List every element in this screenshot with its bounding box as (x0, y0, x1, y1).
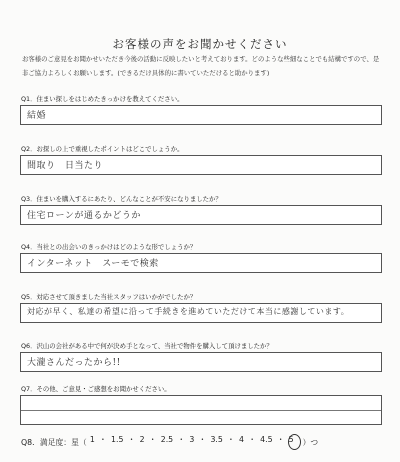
answer-5-text: 対応が早く、私達の希望に沿って手続きを進めていただけて本当に感謝しています。 (27, 307, 350, 316)
answer-1-text: 結婚 (27, 111, 47, 121)
satisfaction-separator: ・ (276, 435, 285, 444)
answer-6-box (20, 352, 382, 372)
answer-5-box (20, 303, 382, 323)
satisfaction-option: 1 (89, 435, 95, 444)
answer-4-text: インターネット スーモで検索 (27, 259, 159, 269)
answer-2-text: 間取り 日当たり (27, 161, 104, 171)
satisfaction-option: 3.5 (210, 435, 223, 444)
satisfaction-option: 4 (239, 435, 244, 444)
question-6-label: Q6．沢山の会社がある中で何が決め手となって、当社で物件を購入して頂けましたか？ (21, 342, 273, 350)
satisfaction-label: Q8．満足度：星（ (21, 437, 87, 447)
question-4-label: Q4．当社との出会いのきっかけはどのような形でしょうか？ (21, 243, 197, 251)
satisfaction-option: 2 (139, 435, 145, 444)
satisfaction-option: 1.5 (111, 435, 124, 444)
satisfaction-options (87, 434, 303, 450)
satisfaction-separator: ・ (127, 435, 136, 444)
satisfaction-option: 3 (189, 435, 195, 444)
question-7-label: Q7．その他、ご意見・ご感想をお聞かせください。 (21, 385, 171, 393)
satisfaction-suffix: ）つ (302, 437, 319, 447)
satisfaction-option: 4.5 (260, 435, 273, 444)
satisfaction-separator: ・ (177, 435, 186, 444)
question-1-label: Q1．住まい探しをはじめたきっかけを教えてください。 (21, 95, 184, 103)
satisfaction-option-selected: 5 (288, 434, 301, 450)
answer-1-box (20, 105, 382, 125)
question-5-label: Q5．対応させて頂きました当社スタッフはいかがでしたか？ (21, 293, 197, 301)
question-2-label: Q2．お探しの上で重視したポイントはどこでしょうか。 (21, 145, 184, 153)
answer-3-box (20, 205, 382, 225)
satisfaction-separator: ・ (148, 435, 157, 444)
page-title: お客様の声をお聞かせください (112, 37, 288, 51)
satisfaction-separator: ・ (248, 435, 256, 444)
answer-7-box (20, 395, 382, 425)
intro-text: お客様のご意見をお聞かせいただき今後の活動に反映したいと考えております。どのような些細なことでも結構ですので、是非ご協力よろしくお願いします。(できるだけ具体的に書いていただけると助かります) (22, 55, 380, 77)
satisfaction-option: 2.5 (160, 435, 174, 444)
answer-6-text: 大瀧さんだったから!! (27, 358, 121, 368)
satisfaction-separator: ・ (227, 435, 235, 444)
answer-4-box (20, 253, 382, 273)
answer-3-text: 住宅ローンが通るかどうか (27, 211, 141, 221)
satisfaction-separator: ・ (99, 435, 107, 444)
satisfaction-separator: ・ (198, 435, 207, 444)
satisfaction-row (21, 434, 318, 450)
answer-2-box (20, 155, 382, 175)
question-3-label: Q3．住まいを購入するにあたり、どんなことが不安になりましたか？ (21, 195, 222, 203)
